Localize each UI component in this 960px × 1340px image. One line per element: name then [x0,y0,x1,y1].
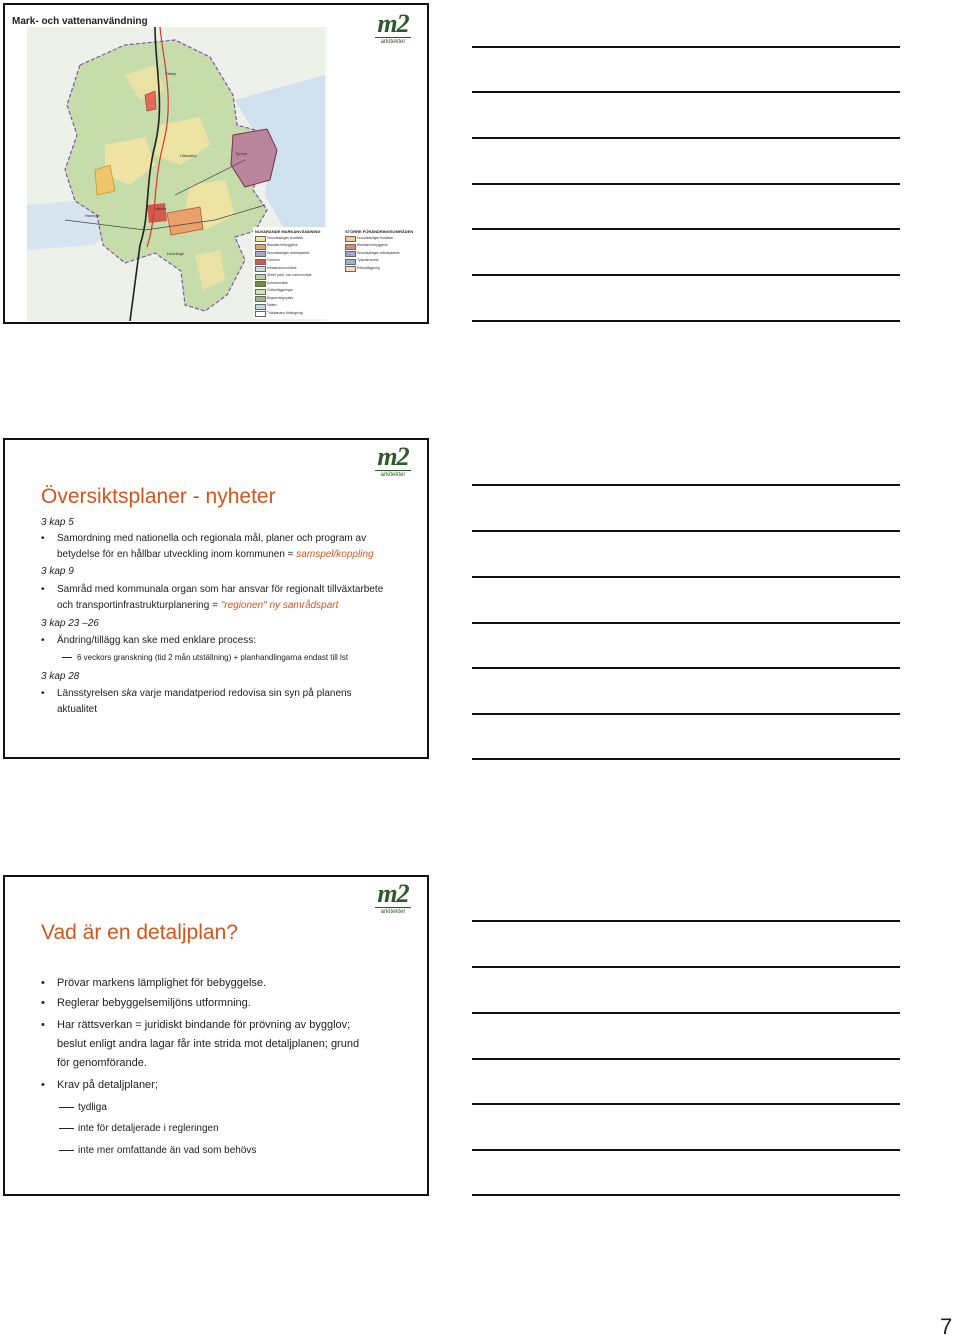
svg-text:Hässelby: Hässelby [180,153,197,158]
legend-label: Huvudsakligen bostäder [357,235,394,240]
bullet-samrad: • Samråd med kommunala organ som har ansvar för regionalt tillväxtarbete och transportinfrastrukturplanering = "regionen" ny samrådspart [41,584,384,611]
slide-3-title: Vad är en detaljplan? [41,921,238,944]
legend-swatch [255,281,266,287]
logo-subtitle: arkitekter [375,470,411,480]
legend-label: Begravningsplats [267,295,294,300]
legend-swatch [255,251,266,257]
svg-text:Tyresö: Tyresö [235,151,248,156]
page-number: 7 [940,1314,953,1339]
legend-label: Rökanläggning [357,265,380,270]
logo-subtitle: arkitekter [375,907,411,917]
bullet-samordning: • Samordning med nationella och regionala mål, planer och program av betydelse för en hållbar utveckling inom kommunen = samspel/koppling [41,533,374,560]
svg-text:Nacka: Nacka [155,206,167,211]
legend-label: Tvärbanans förlängning [267,310,303,315]
svg-text:Huddinge: Huddinge [167,251,185,256]
legend-label: Huvudsakligen arbetsplatser [267,250,310,255]
legend-swatch [255,289,266,295]
logo-subtitle: arkitekter [375,37,411,47]
legend-label: Infrastrukturområde [267,265,297,270]
legend-swatch [255,266,266,272]
bullet-reglerar: • Reglerar bebyggelsemiljöns utformning. [41,997,251,1009]
legend-label: Tyskvärnsverk [357,258,379,262]
bullet-krav: • Krav på detaljplaner; [41,1079,158,1091]
m2-logo [375,881,411,917]
slide-2-title: Översiktsplaner - nyheter [41,485,276,508]
legend-right-heading: STÖRRE FÖRÄNDRINGSOMRÅDEN [345,229,414,234]
legend-swatch [255,236,266,242]
legend-swatch [345,251,356,257]
logo-mark: m2 [377,879,409,908]
slide-1 [3,3,429,324]
svg-text:Haninge: Haninge [85,213,100,218]
legend-swatch [345,244,356,250]
kap-5-heading: 3 kap 5 [41,517,74,528]
sub-bullet-detaljerade: inte för detaljerade i regleringen [59,1123,219,1134]
slide-1-title: Mark- och vattenanvändning [12,16,148,27]
kap-28-heading: 3 kap 28 [41,671,80,682]
map-legend [253,227,425,319]
sub-bullet-tydliga: tydliga [59,1102,107,1113]
legend-swatch [255,304,266,310]
svg-text:Väsby: Väsby [165,71,177,76]
m2-logo [375,444,411,480]
kap-9-heading: 3 kap 9 [41,566,74,577]
legend-swatch [345,266,356,272]
legend-swatch [345,259,356,265]
slide-2 [3,438,429,759]
sub-bullet-omfattande: inte mer omfattande än vad som behövs [59,1145,256,1156]
bullet-andring: • Ändring/tillägg kan ske med enklare process: [41,635,256,646]
logo-mark: m2 [377,9,409,38]
legend-swatch [255,274,266,280]
legend-swatch [255,259,266,265]
kap-23-26-heading: 3 kap 23 –26 [41,618,99,629]
sub-bullet-granskning: 6 veckors granskning (tid 2 mån utställning) + planhandlingarna endast till lst [62,653,348,662]
legend-label: Golfanläggningar [267,288,293,292]
legend-label: Blandad bebyggelse [357,243,388,247]
legend-left-heading: NUVARANDE MARKANVÄNDNING [255,229,321,234]
legend-label: Vatten [267,303,277,307]
legend-label: Huvudsakligen arbetsplatser [357,250,400,255]
legend-label: Centrum [267,258,281,262]
legend-swatch [255,296,266,302]
bullet-provar: • Prövar markens lämplighet för bebyggelse. [41,977,267,989]
legend-swatch [255,244,266,250]
legend-swatch [345,236,356,242]
logo-mark: m2 [377,442,409,471]
legend-label: Huvudsakligen bostäder [267,235,304,240]
legend-label: Större park- och naturområde [267,273,312,277]
slide-3 [3,875,429,1196]
bullet-lansstyrelsen: • Länsstyrelsen ska varje mandatperiod redovisa sin syn på planens aktualitet [41,688,352,715]
legend-swatch [255,311,266,317]
legend-label: Koloniområde [267,280,288,285]
legend-label: Blandad bebyggelse [267,243,298,247]
bullet-rattsverkan: • Har rättsverkan = juridiskt bindande för prövning av bygglov; beslut enligt andra lagar får inte strida mot detaljplanen; grund för genomförande. [41,1019,360,1069]
